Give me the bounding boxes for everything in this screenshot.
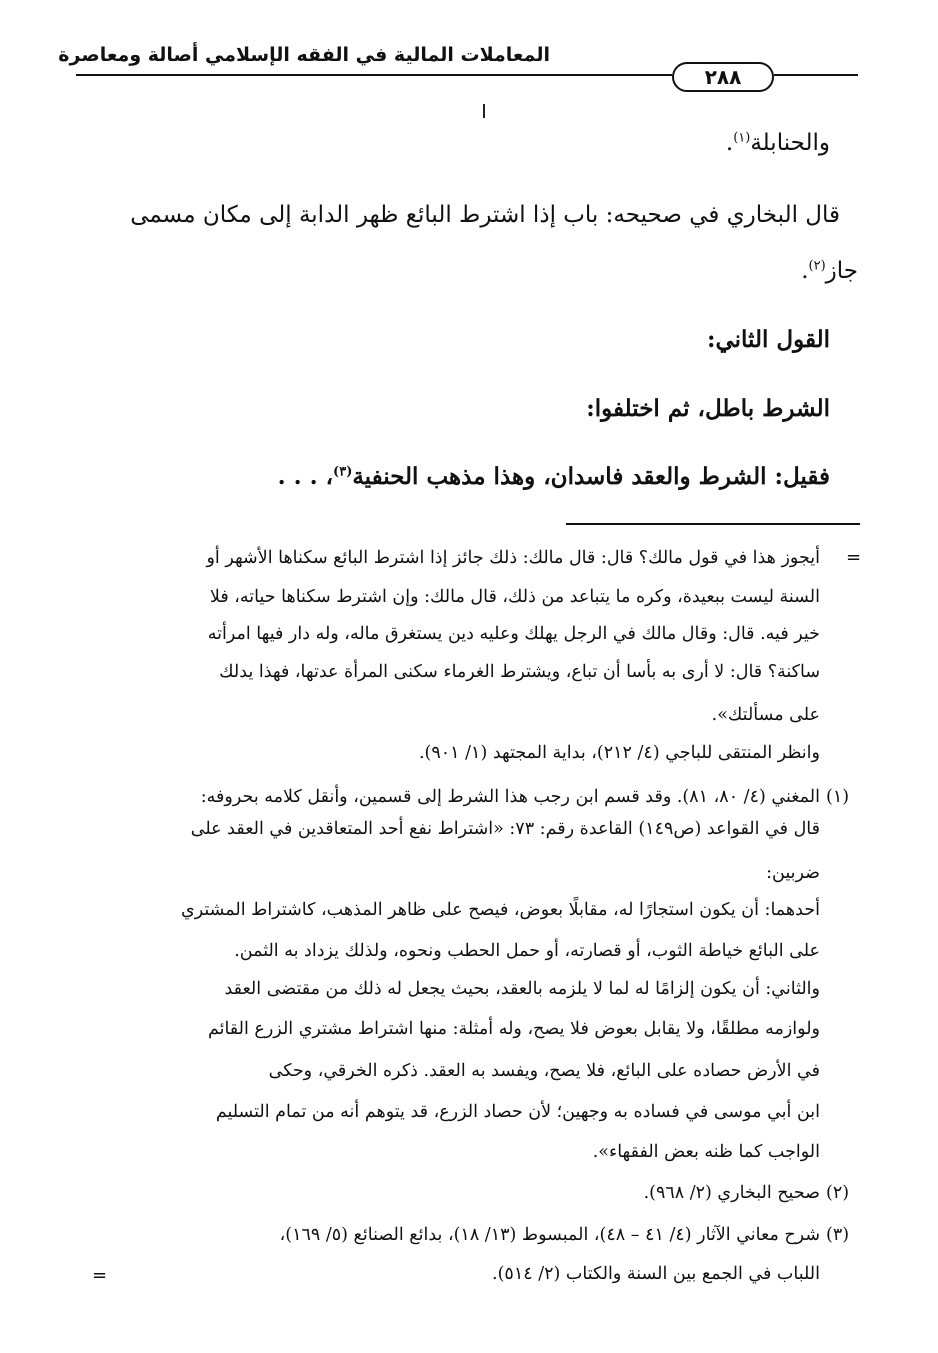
footnote-line: قال في القواعد (ص١٤٩) القاعدة رقم: ٧٣: «اشتراط نفع أحد المتعاقدين في العقد على [190, 819, 820, 839]
footnote-line: أحدهما: أن يكون استجارًا له، مقابلًا بعوض، فيصح على ظاهر المذهب، كاشتراط المشتري [181, 900, 820, 920]
body-line [130, 200, 840, 230]
body-line [278, 462, 830, 492]
footnote-line: ضربين: [766, 863, 820, 883]
footnote-line: ابن أبي موسى في فساده به وجهين؛ لأن حصاد الزرع، قد يتوهم أنه من تمام التسليم [215, 1102, 820, 1122]
footnote-line: اللباب في الجمع بين السنة والكتاب (٢/ ٥١٤). [492, 1264, 820, 1284]
body-line [726, 128, 830, 158]
body-text: فقيل: الشرط والعقد فاسدان، وهذا مذهب الحنفية [352, 463, 830, 490]
continuation-mark: = [92, 1265, 108, 1286]
footnote-line: خير فيه. قال: وقال مالك في الرجل يهلك وعليه دين يستغرق ماله، وله دار فيها امرأته [207, 624, 820, 644]
footnote-ref: (٣) [333, 464, 353, 480]
body-text: . [801, 258, 809, 284]
footnote-ref: (٢) [808, 258, 826, 274]
footnote-line: والثاني: أن يكون إلزامًا له لما لا يلزمه بالعقد، بحيث يجعل له ذلك من مقتضى العقد [224, 979, 820, 999]
footnote-marker: (١) [826, 787, 850, 807]
footnote-line: المغني (٤/ ٨٠، ٨١). وقد قسم ابن رجب هذا الشرط إلى قسمين، وأنقل كلامه بحروفه: [200, 787, 820, 807]
print-speck [483, 104, 485, 118]
running-title: المعاملات المالية في الفقه الإسلامي أصالة ومعاصرة [58, 44, 550, 66]
footnote-line: أيجوز هذا في قول مالك؟ قال: قال مالك: ذلك جائز إذا اشترط البائع سكناها الأشهر أو [206, 548, 820, 568]
footnote-line: وانظر المنتقى للباجي (٤/ ٢١٢)، بداية المجتهد (١/ ٩٠١). [418, 743, 820, 763]
footnote-line: على البائع خياطة الثوب، أو قصارته، أو حمل الحطب ونحوه، ولذلك يزداد به الثمن. [234, 941, 820, 961]
footnote-line: في الأرض حصاده على البائع، فلا يصح، ويفسد به العقد. ذكره الخرقي، وحكى [268, 1061, 820, 1081]
footnote-marker: (٢) [826, 1183, 850, 1203]
body-text: القول الثاني: [706, 326, 830, 353]
body-text: الشرط باطل، ثم اختلفوا: [586, 395, 830, 422]
footnote-line: السنة ليست ببعيدة، وكره ما يتباعد من ذلك، قال مالك: وإن اشترط سكناها حياته، فلا [209, 587, 820, 607]
continuation-mark: = [846, 547, 862, 568]
footnote-line: على مسألتك». [711, 705, 820, 725]
footnote-line: الواجب كما ظنه بعض الفقهاء». [592, 1142, 820, 1162]
body-text: قال البخاري في صحيحه: باب إذا اشترط البائع ظهر الدابة إلى مكان مسمى [130, 202, 840, 228]
body-line [801, 256, 858, 286]
footnote-line: صحيح البخاري (٢/ ٩٦٨). [643, 1183, 820, 1203]
header-rule [76, 74, 672, 76]
body-text: والحنابلة [750, 130, 830, 156]
footnote-ref: (١) [733, 130, 751, 146]
footnote-separator [566, 523, 860, 525]
body-text: جاز [825, 258, 858, 284]
footnote-line: شرح معاني الآثار (٤/ ٤١ – ٤٨)، المبسوط (١٣/ ١٨)، بدائع الصنائع (٥/ ١٦٩)، [279, 1225, 820, 1245]
body-text: . [725, 130, 734, 156]
footnote-line: ساكنة؟ قال: لا أرى به بأسا أن تباع، ويشترط الغرماء سكنى المرأة عدتها، فهذا يدلك [219, 662, 820, 682]
footnote-line: ولوازمه مطلقًا، ولا يقابل بعوض فلا يصح، وله أمثلة: منها اشتراط مشتري الزرع القائم [207, 1019, 820, 1039]
body-text: ، . . . [277, 463, 334, 490]
section-heading [707, 325, 830, 355]
page-number: ٢٨٨ [672, 62, 774, 92]
header-rule [774, 74, 858, 76]
footnote-marker: (٣) [826, 1225, 850, 1245]
body-line [586, 394, 830, 424]
